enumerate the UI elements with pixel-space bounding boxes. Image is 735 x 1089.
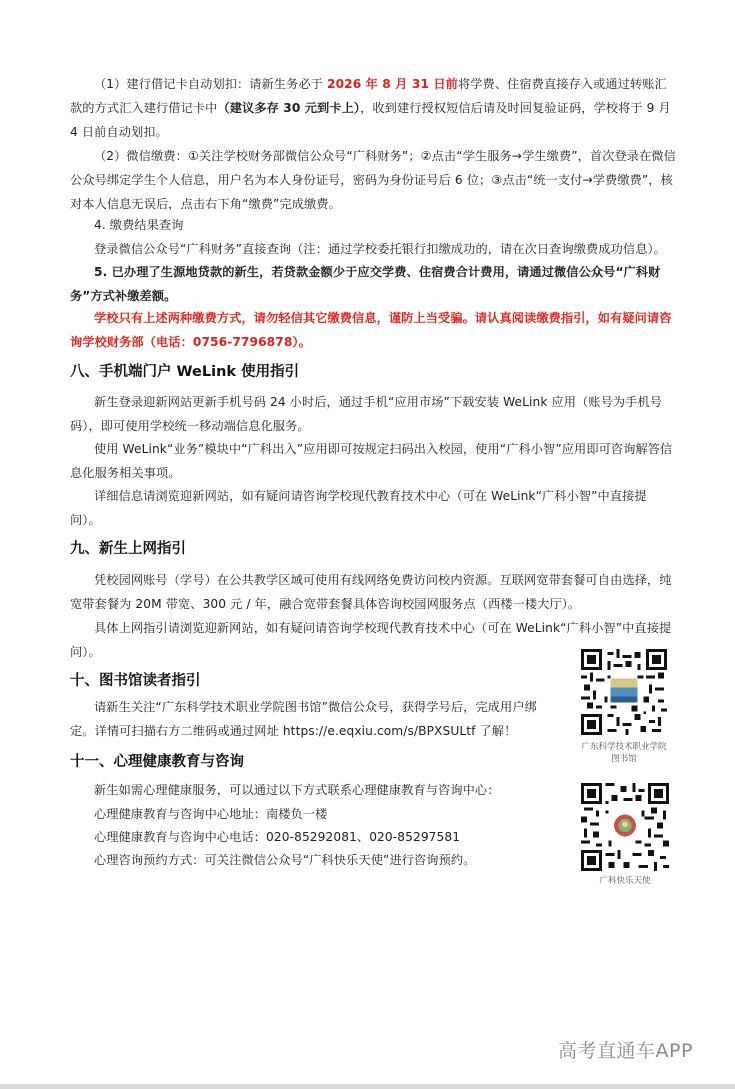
section11-address: 心理健康教育与咨询中心地址：南楼负一楼 xyxy=(94,807,328,821)
section9-paragraph-1: 凭校园网账号（学号）在公共教学区域可使用有线网络免费访问校内资源。互联网宽带套餐可自由选择，纯宽带套餐为 20M 带宽、300 元 / 年，融合宽带套餐具体咨询校园网服务点（西楼一楼大厅）。 xyxy=(70,573,672,611)
counseling-qr-code xyxy=(581,783,669,871)
counseling-qr-caption: 广科快乐天使 xyxy=(599,876,651,886)
payment-query-text: 登录微信公众号“广科财务”直接查询（注：通过学校委托银行扣缴成功的，请在次日查询缴费成功信息）。 xyxy=(94,242,666,256)
section11-phone: 心理健康教育与咨询中心电话：020-85292081、020-85297581 xyxy=(94,830,461,844)
section11-appointment: 心理咨询预约方式：可关注微信公众号“广科快乐天使”进行咨询预约。 xyxy=(94,853,476,867)
payment-paragraph-2: （2）微信缴费：①关注学校财务部微信公众号“广科财务”；②点击“学生服务→学生缴费”，首次登录在微信公众号绑定学生个人信息，用户名为本人身份证号，密码为身份证号后 6 位；③点击“统一支付→学费缴费”，核对本人信息无误后，点击右下角“缴费”完成缴费。 xyxy=(70,149,676,211)
section10-heading: 十、图书馆读者指引 xyxy=(70,673,201,689)
bottom-divider xyxy=(0,1084,735,1089)
library-qr-code xyxy=(581,649,667,735)
library-qr-caption: 广东科学技术职业学院 图书馆 xyxy=(581,742,667,764)
section11-heading: 十一、心理健康教育与咨询 xyxy=(70,754,244,770)
deposit-advice: （建议多存 30 元到卡上） xyxy=(217,101,361,115)
section9-heading: 九、新生上网指引 xyxy=(70,541,186,557)
deadline-highlight: 2026 年 8 月 31 日前 xyxy=(327,77,458,91)
payment-paragraph-1: （1）建行借记卡自动划扣：请新生务必于 2026 年 8 月 31 日前将学费、住宿费直接存入或通过转账汇款的方式汇入建行借记卡中（建议多存 30 元到卡上），收到建行授权短信后请及时回复验证码，学校将于 9 月 4 日前自动划扣。 xyxy=(70,77,671,139)
loan-note: 5. 已办理了生源地贷款的新生，若贷款金额少于应交学费、住宿费合计费用，请通过微信公众号“广科财务”方式补缴差额。 xyxy=(70,265,661,303)
section8-paragraph-3: 详细信息请浏览迎新网站，如有疑问请咨询学校现代教育技术中心（可在 WeLink“广科小智”中直接提问）。 xyxy=(70,489,647,527)
fraud-warning: 学校只有上述两种缴费方式，请勿轻信其它缴费信息，谨防上当受骗。请认真阅读缴费指引，如有疑问请咨询学校财务部（电话：0756-7796878）。 xyxy=(70,311,672,349)
payment-query-title: 4. 缴费结果查询 xyxy=(94,218,184,232)
watermark-text: 高考直通车APP xyxy=(558,1040,693,1062)
section8-heading: 八、手机端门户 WeLink 使用指引 xyxy=(70,364,300,380)
section11-paragraph-1: 新生如需心理健康服务，可以通过以下方式联系心理健康教育与咨询中心： xyxy=(94,783,500,797)
section8-paragraph-2: 使用 WeLink“业务”模块中“广科出入”应用即可按规定扫码出入校园，使用“广科小智”应用即可咨询解答信息化服务相关事项。 xyxy=(70,442,673,480)
section8-paragraph-1: 新生登录迎新网站更新手机号码 24 小时后，通过手机“应用市场”下载安装 WeLink 应用（账号为手机号码），即可使用学校统一移动端信息化服务。 xyxy=(70,395,663,433)
section9-paragraph-2: 具体上网指引请浏览迎新网站，如有疑问请咨询学校现代教育技术中心（可在 WeLink“广科小智”中直接提问）。 xyxy=(70,621,672,659)
section10-paragraph: 请新生关注“广东科学技术职业学院图书馆”微信公众号，获得学号后，完成用户绑定。详情可扫描右方二维码或通过网址 https://e.eqxiu.com/s/BPXSULtf 了解！ xyxy=(70,700,537,738)
